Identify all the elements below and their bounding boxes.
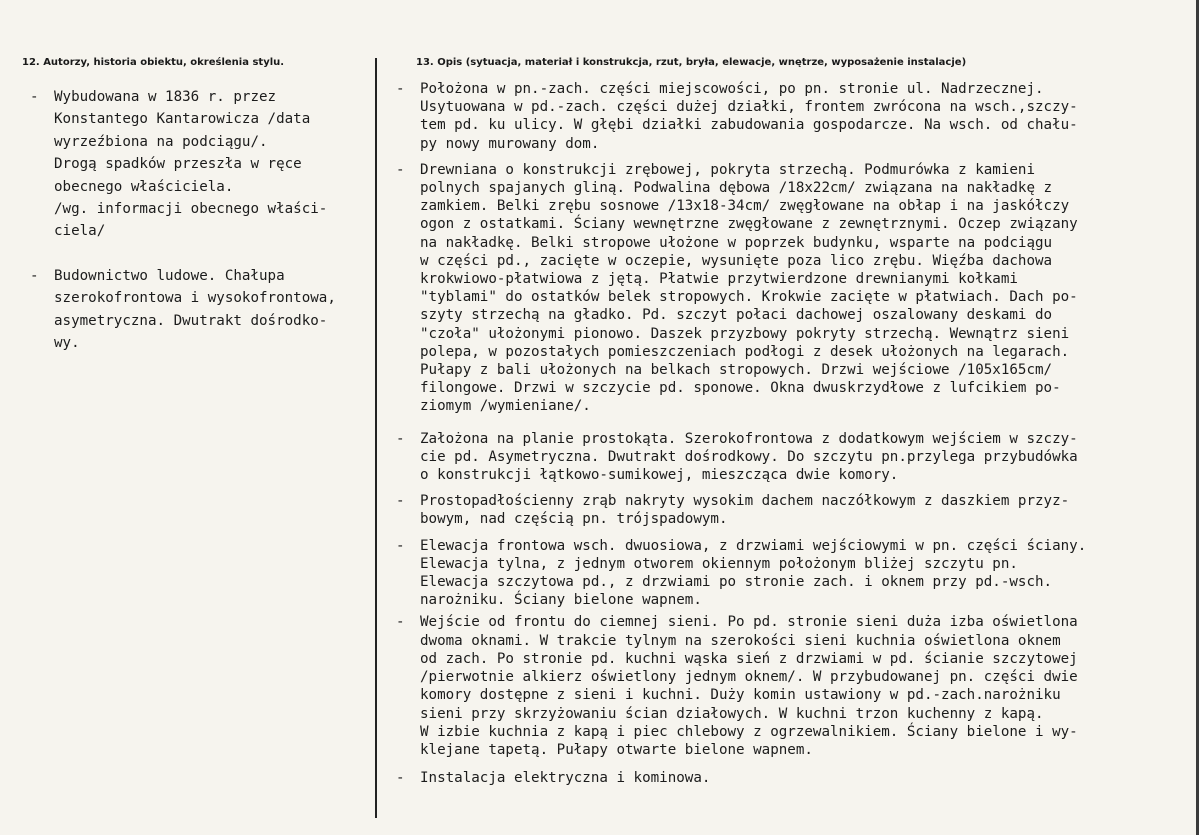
text-line: klejane tapetą. Pułapy otwarte bielone wapnem.: [420, 741, 813, 758]
text-line: filongowe. Drzwi w szczycie pd. sponowe. Okna dwuskrzydłowe z lufcikiem po-: [420, 380, 1061, 397]
text-line: w części pd., zacięte w oczepie, wysunięte poza lico zrębu. Więźba dachowa: [420, 252, 1053, 269]
text-line: Instalacja elektryczna i kominowa.: [420, 770, 711, 787]
text-line: na nakładkę. Belki stropowe ułożone w poprzek budynku, wsparte na podciągu: [420, 234, 1053, 251]
text-line: Elewacja tylna, z jednym otworem okiennym położonym bliżej szczytu pn.: [420, 555, 1018, 572]
text-line: Położona w pn.-zach. części miejscowości, po pn. stronie ul. Nadrzecznej.: [420, 81, 1044, 97]
text-line: zamkiem. Belki zrębu sosnowe /13x18-34cm/ zwęgłowane na obłap i na jaskółczy: [420, 198, 1070, 215]
floor-plan-entry: [396, 430, 1186, 485]
text-line: Wybudowana w 1836 r. przez: [54, 89, 277, 105]
text-line: bowym, nad częścią pn. trójspadowym.: [420, 511, 728, 528]
text-line: ciela/: [54, 223, 106, 240]
text-line: komory dostępne z sieni i kuchni. Duży komin ustawiony w pd.-zach.narożniku: [420, 687, 1061, 704]
section-13-content: [396, 80, 1186, 787]
section-13-header: 13. Opis (sytuacja, materiał i konstrukcja, rzut, bryła, elewacje, wnętrze, wyposażenie instalacje): [416, 57, 967, 68]
text-line: tem pd. ku ulicy. W głębi działki zabudowania gospodarcze. Na wsch. od chału-: [420, 117, 1078, 134]
text-line: obecnego właściciela.: [54, 178, 234, 195]
text-line: W izbie kuchnia z kapą i piec chlebowy z ogrzewalnikiem. Ściany bielone i wy-: [420, 723, 1078, 740]
interior-entry: [396, 613, 1186, 759]
bullet-dash: -: [396, 430, 405, 447]
text-line: /pierwotnie alkierz oświetlony jednym oknem/. W przybudowanej pn. części dwie: [420, 669, 1078, 686]
text-line: Pułapy z bali ułożonych na belkach stropowych. Drzwi wejściowe /105x165cm/: [420, 362, 1053, 379]
text-line: sieni przy skrzyżowaniu ścian działowych. W kuchni trzon kuchenny z kapą.: [420, 705, 1044, 722]
text-line: od zach. Po stronie pd. kuchni wąska sień z drzwiami w pd. ścianie szczytowej: [420, 650, 1078, 667]
text-line: Elewacja szczytowa pd., z drzwiami po stronie zach. i oknem przy pd.-wsch.: [420, 574, 1053, 591]
elevation-entry: [396, 537, 1186, 610]
section-12-header: 12. Autorzy, historia obiektu, określenia stylu.: [22, 57, 285, 68]
text-line: polepa, w pozostałych pomieszczeniach podłogi z desek ułożonych na legarach.: [420, 343, 1070, 360]
bullet-dash: -: [30, 267, 39, 284]
text-line: Drewniana o konstrukcji zrębowej, pokryta strzechą. Podmurówka z kamieni: [420, 161, 1035, 178]
text-line: asymetryczna. Dwutrakt dośrodko-: [54, 312, 328, 329]
text-line: Założona na planie prostokąta. Szerokofrontowa z dodatkowym wejściem w szczy-: [420, 430, 1078, 447]
text-line: cie pd. Asymetryczna. Dwutrakt dośrodkowy. Do szczytu pn.przylega przybudówka: [420, 448, 1078, 465]
text-line: o konstrukcji łątkowo-sumikowej, mieszcząca dwie komory.: [420, 467, 899, 484]
text-line: Konstantego Kantarowicza /data: [54, 111, 311, 128]
text-line: narożniku. Ściany bielone wapnem.: [420, 592, 702, 609]
bullet-dash: -: [396, 770, 405, 787]
text-line: "czoła" ułożonymi pionowo. Daszek przyzbowy pokryty strzechą. Wewnątrz sieni: [420, 325, 1070, 342]
text-line: polnych spajanych gliną. Podwalina dębowa /18x22cm/ związana na nakładkę z: [420, 180, 1053, 197]
bullet-dash: -: [396, 614, 405, 631]
text-line: Prostopadłościenny zrąb nakryty wysokim dachem naczółkowym z daszkiem przyz-: [420, 493, 1070, 510]
text-line: wyrzeźbiona na podciągu/.: [54, 133, 268, 150]
bullet-dash: -: [396, 537, 405, 554]
text-line: /wg. informacji obecnego właści-: [54, 201, 328, 218]
style-entry: [30, 265, 370, 355]
column-divider: [375, 58, 377, 818]
text-line: Wejście od frontu do ciemnej sieni. Po pd. stronie sieni duża izba oświetlona: [420, 614, 1078, 631]
text-line: py nowy murowany dom.: [420, 135, 600, 152]
text-line: Budownictwo ludowe. Chałupa: [54, 267, 285, 284]
text-line: ziomym /wymieniane/.: [420, 398, 591, 415]
text-line: szyty strzechą na gładko. Pd. szczyt połaci dachowej oszalowany deskami do: [420, 307, 1053, 324]
installation-entry: [396, 769, 1186, 787]
text-line: dwoma oknami. W trakcie tylnym na szerokości sieni kuchnia oświetlona oknem: [420, 632, 1061, 649]
text-line: szerokofrontowa i wysokofrontowa,: [54, 290, 336, 307]
text-line: krokwiowo-płatwiowa z jętą. Płatwie przytwierdzone drewnianymi kołkami: [420, 271, 1018, 288]
form-entry: [396, 492, 1186, 528]
bullet-dash: -: [396, 161, 405, 178]
bullet-dash: -: [30, 89, 39, 105]
text-line: wy.: [54, 335, 80, 352]
text-line: Elewacja frontowa wsch. dwuosiowa, z drzwiami wejściowymi w pn. części ściany.: [420, 537, 1087, 554]
construction-entry: [396, 161, 1186, 416]
bullet-dash: -: [396, 81, 405, 97]
location-entry: [396, 80, 1186, 153]
text-line: "tyblami" do ostatków belek stropowych. Krokwie zacięte w płatwiach. Dach po-: [420, 289, 1078, 306]
section-12-content: [30, 86, 370, 354]
text-line: Drogą spadków przeszła w ręce: [54, 156, 302, 173]
text-line: Usytuowana w pd.-zach. części dużej działki, frontem zwrócona na wsch.,szczy-: [420, 99, 1078, 116]
text-line: ogon z ostatkami. Ściany wewnętrzne zwęgłowane z zewnętrznymi. Oczep związany: [420, 216, 1078, 233]
bullet-dash: -: [396, 493, 405, 510]
history-entry: [30, 86, 370, 243]
